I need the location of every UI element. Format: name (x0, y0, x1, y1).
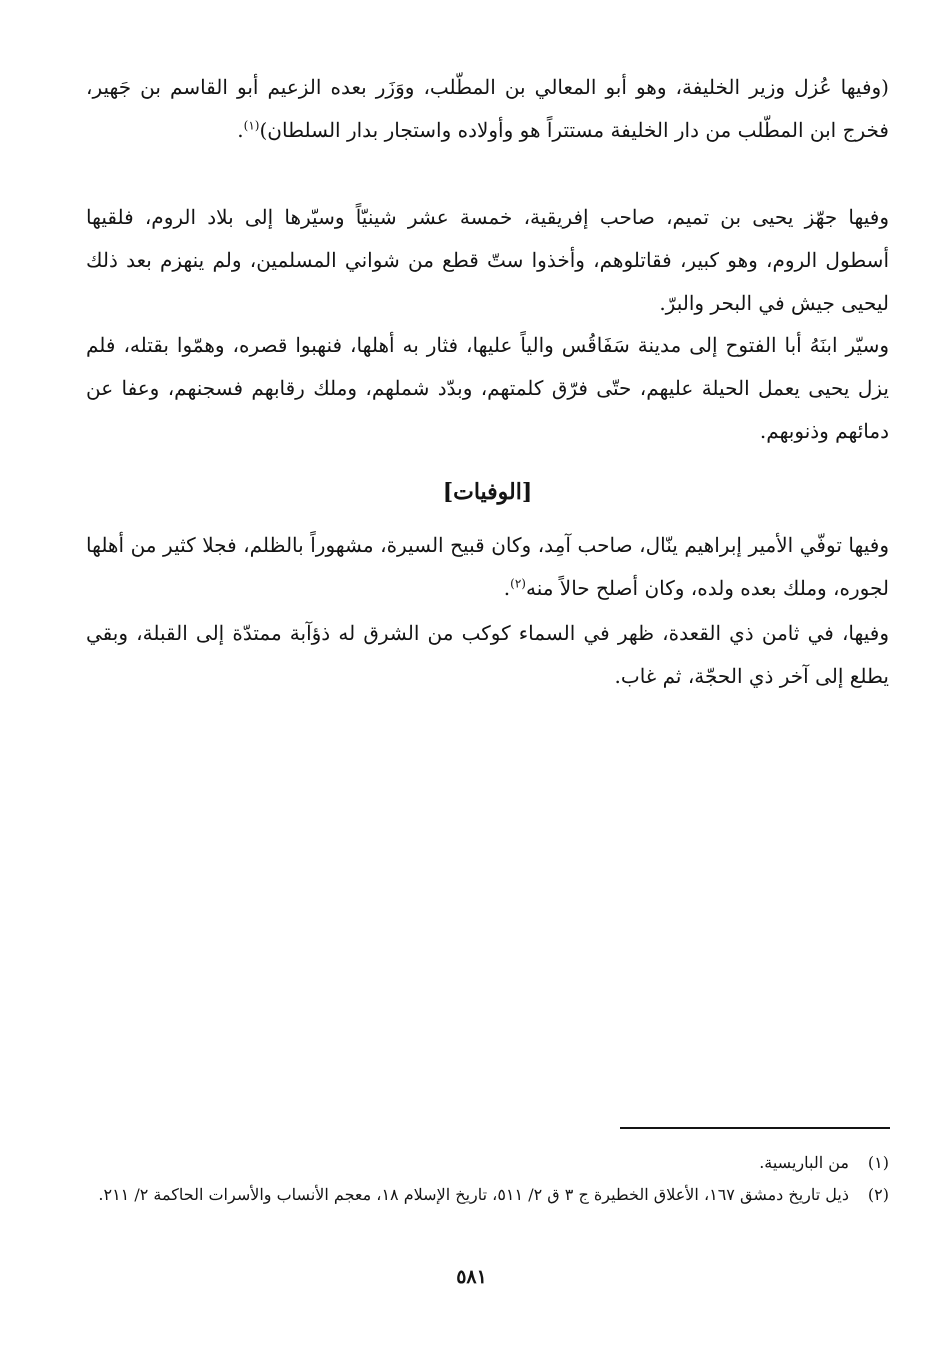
paragraph-fleet (86, 196, 889, 325)
paragraph-end: . (237, 118, 244, 142)
footnote-reference: (٢) (510, 576, 526, 591)
section-heading: [الوفيات] (442, 479, 533, 505)
footnote-number: (١) (867, 1153, 889, 1172)
paragraph-end: . (503, 576, 511, 600)
footnote-text: ذيل تاريخ دمشق ١٦٧، الأعلاق الخطيرة ج ٣ ق ٢/ ٥١١، تاريخ الإسلام ١٨، معجم الأنساب والأسرات الحاكمة ٢/ ٢١١. (98, 1185, 849, 1204)
paragraph-safaqus (86, 324, 889, 453)
page-number: ٥٨١ (456, 1266, 487, 1288)
paragraph-text: (وفيها عُزل وزير الخليفة، وهو أبو المعالي بن المطّلب، ووَزَر بعده الزعيم أبو القاسم بن جَهير، فخرج ابن المطّلب من دار الخليفة مستتراً هو وأولاده واستجار بدار السلطان) (86, 75, 889, 142)
paragraph-text: وسيّر ابنَهُ أبا الفتوح إلى مدينة سَفَاقُس والياً عليها، فثار به أهلها، فنهبوا قصره، وهمّوا بقتله، فلم يزل يحيى يعمل الحيلة عليهم، حتّى فرّق كلمتهم، وبدّد شملهم، وملك رقابهم فسجنهم، وعفا عن دمائهم وذنوبهم. (86, 333, 889, 443)
paragraph-vizier-dismissal (86, 66, 889, 152)
paragraph-text: وفيها توفّي الأمير إبراهيم ينّال، صاحب آمِد، وكان قبيح السيرة، مشهوراً بالظلم، فجلا كثير من أهلها لجوره، وملك بعده ولده، وكان أصلح حالاً منه (86, 533, 889, 600)
footnote-1 (86, 1148, 889, 1177)
footnote-number: (٢) (867, 1185, 889, 1204)
footnote-divider (620, 1127, 890, 1129)
paragraph-comet (86, 612, 889, 698)
paragraph-death-ibrahim (86, 524, 889, 610)
paragraph-text: وفيها جهّز يحيى بن تميم، صاحب إفريقية، خمسة عشر شينيّاً وسيّرها إلى بلاد الروم، فلقيها أسطول الروم، وهو كبير، فقاتلوهم، وأخذوا ستّ قطع من شواني المسلمين، ولم ينهزم بعد ذلك ليحيى جيش في البحر والبرّ. (86, 205, 889, 315)
footnote-2 (86, 1180, 889, 1209)
paragraph-text: وفيها، في ثامن ذي القعدة، ظهر في السماء كوكب من الشرق له ذؤآبة ممتدّة إلى القبلة، وبقي يطلع إلى آخر ذي الحجّة، ثم غاب. (86, 621, 889, 688)
footnote-reference: (١) (243, 118, 260, 133)
footnote-text: من الباريسية. (759, 1153, 849, 1172)
